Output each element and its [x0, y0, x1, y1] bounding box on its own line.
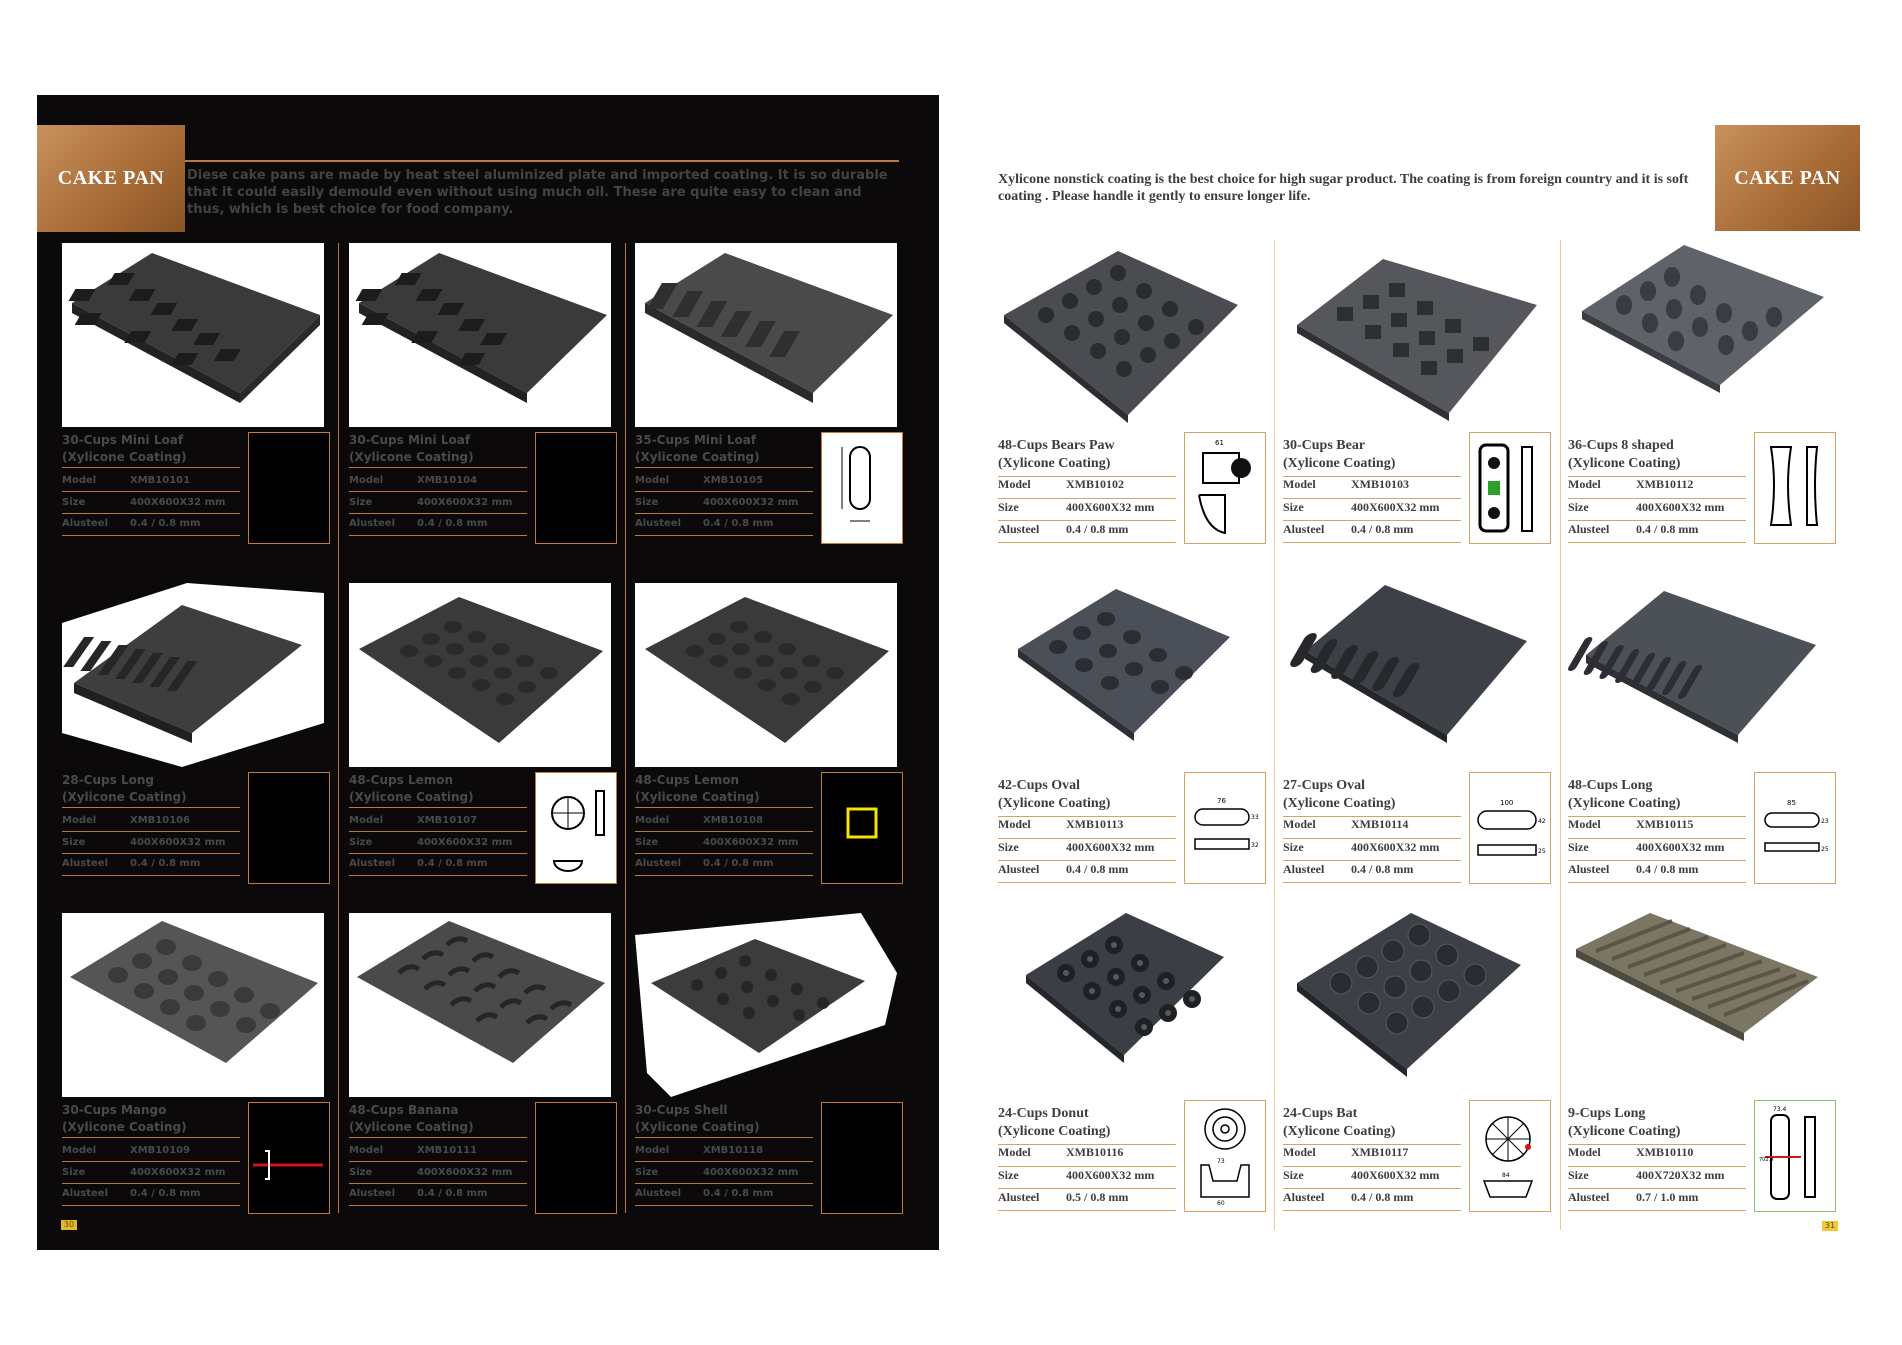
svg-text:76: 76 [1217, 797, 1226, 805]
spec-model: Model XMB10110 [1568, 1145, 1694, 1159]
dimension-drawing [1754, 772, 1836, 884]
product-card [349, 913, 627, 1226]
dimension-drawing [821, 1102, 903, 1214]
product-photo [1568, 585, 1833, 770]
cake-pan-tag [37, 125, 185, 232]
spec-alusteel: Alusteel 0.4 / 0.8 mm [349, 518, 488, 529]
product-title: 30-Cups Shell (Xylicone Coating) [635, 1103, 760, 1134]
spec-size: Size 400X600X32 mm [998, 500, 1155, 514]
spec-model: Model XMB10103 [1283, 477, 1409, 491]
product-card [1283, 245, 1563, 565]
spec-alusteel: Alusteel 0.7 / 1.0 mm [1568, 1190, 1699, 1204]
spec-model: Model XMB10102 [998, 477, 1124, 491]
spec-model: Model XMB10116 [998, 1145, 1124, 1159]
spec-size: Size 400X600X32 mm [1568, 500, 1725, 514]
product-card [62, 913, 340, 1226]
dimension-drawing [821, 432, 903, 544]
spec-alusteel: Alusteel 0.4 / 0.8 mm [635, 858, 774, 869]
product-photo [349, 913, 611, 1097]
product-photo [62, 243, 324, 427]
spec-alusteel: Alusteel 0.4 / 0.8 mm [1283, 862, 1414, 876]
dimension-drawing [248, 772, 330, 884]
product-card [1283, 585, 1563, 905]
spec-size: Size 400X600X32 mm [62, 1167, 226, 1178]
product-title: 30-Cups Mini Loaf (Xylicone Coating) [62, 433, 187, 464]
product-photo [1283, 245, 1548, 430]
product-card [1568, 913, 1848, 1233]
product-photo [62, 583, 324, 767]
dimension-drawing [1184, 432, 1266, 544]
spec-size: Size 400X600X32 mm [635, 497, 799, 508]
spec-size: Size 400X600X32 mm [998, 1168, 1155, 1182]
dimension-drawing [1754, 432, 1836, 544]
product-title: 35-Cups Mini Loaf (Xylicone Coating) [635, 433, 760, 464]
product-card [998, 585, 1278, 905]
header-rule [185, 160, 899, 162]
spec-model: Model XMB10113 [998, 817, 1124, 831]
dimension-drawing [535, 1102, 617, 1214]
svg-text:100: 100 [1500, 799, 1514, 807]
product-title: 48-Cups Bears Paw (Xylicone Coating) [998, 438, 1115, 471]
product-photo [998, 245, 1263, 430]
product-photo [635, 243, 897, 427]
dimension-drawing [1754, 1100, 1836, 1212]
dimension-drawing [1469, 772, 1551, 884]
product-title: 48-Cups Long (Xylicone Coating) [1568, 778, 1681, 811]
spec-alusteel: Alusteel 0.4 / 0.8 mm [998, 522, 1129, 536]
dimension-drawing [821, 772, 903, 884]
spec-alusteel: Alusteel 0.4 / 0.8 mm [349, 858, 488, 869]
product-title: 48-Cups Lemon (Xylicone Coating) [635, 773, 760, 804]
product-card [62, 583, 340, 896]
product-title: 42-Cups Oval (Xylicone Coating) [998, 778, 1111, 811]
dimension-drawing [535, 772, 617, 884]
spec-size: Size 400X600X32 mm [635, 1167, 799, 1178]
dimension-drawing [1184, 1100, 1266, 1212]
product-card [998, 245, 1278, 565]
product-photo [1568, 913, 1833, 1098]
spec-alusteel: Alusteel 0.4 / 0.8 mm [1283, 1190, 1414, 1204]
spec-alusteel: Alusteel 0.4 / 0.8 mm [62, 1188, 201, 1199]
dimension-drawing [248, 432, 330, 544]
product-card [62, 243, 340, 556]
spec-alusteel: Alusteel 0.4 / 0.8 mm [1283, 522, 1414, 536]
spec-model: Model XMB10114 [1283, 817, 1409, 831]
dimension-drawing [1469, 432, 1551, 544]
product-photo [349, 243, 611, 427]
spec-model: Model XMB10105 [635, 475, 764, 486]
spec-alusteel: Alusteel 0.4 / 0.8 mm [1568, 522, 1699, 536]
spec-size: Size 400X600X32 mm [635, 837, 799, 848]
spec-size: Size 400X600X32 mm [998, 840, 1155, 854]
svg-text:32: 32 [1251, 842, 1259, 849]
dimension-drawing [248, 1102, 330, 1214]
cake-pan-tag-label: CAKE PAN [1734, 166, 1841, 189]
spec-model: Model XMB10118 [635, 1145, 764, 1156]
spec-alusteel: Alusteel 0.4 / 0.8 mm [635, 1188, 774, 1199]
spec-size: Size 400X600X32 mm [1568, 840, 1725, 854]
page-number: 31 [1822, 1221, 1838, 1231]
svg-text:73: 73 [1217, 1158, 1225, 1165]
product-title: 28-Cups Long (Xylicone Coating) [62, 773, 187, 804]
intro-text: Diese cake pans are made by heat steel aluminized plate and imported coating. It is so durable that it could easily demould even without using much oil. These are quite easy to clean and thus, which is best choice for food company. [187, 168, 888, 217]
spec-model: Model XMB10112 [1568, 477, 1694, 491]
product-photo [1283, 585, 1548, 770]
spec-size: Size 400X600X32 mm [1283, 1168, 1440, 1182]
product-card [998, 913, 1278, 1233]
spec-model: Model XMB10101 [62, 475, 191, 486]
svg-text:73.4: 73.4 [1773, 1106, 1787, 1113]
spec-model: Model XMB10109 [62, 1145, 191, 1156]
spec-model: Model XMB10111 [349, 1145, 478, 1156]
svg-text:25: 25 [1821, 846, 1829, 853]
product-card [349, 243, 627, 556]
product-photo [1283, 913, 1548, 1098]
product-card [635, 243, 913, 556]
product-card [1568, 245, 1848, 565]
product-card [349, 583, 627, 896]
svg-text:61: 61 [1215, 439, 1224, 447]
product-photo [998, 913, 1263, 1098]
svg-text:33: 33 [1251, 814, 1259, 821]
product-title: 30-Cups Mango (Xylicone Coating) [62, 1103, 187, 1134]
spec-alusteel: Alusteel 0.4 / 0.8 mm [998, 862, 1129, 876]
svg-text:84: 84 [1502, 1172, 1510, 1179]
product-photo [62, 913, 324, 1097]
product-title: 48-Cups Banana (Xylicone Coating) [349, 1103, 474, 1134]
spec-alusteel: Alusteel 0.4 / 0.8 mm [62, 518, 201, 529]
product-title: 30-Cups Bear (Xylicone Coating) [1283, 438, 1396, 471]
svg-text:85: 85 [1787, 799, 1796, 807]
spec-model: Model XMB10108 [635, 815, 764, 826]
cake-pan-tag-label: CAKE PAN [57, 167, 165, 189]
product-card [635, 583, 913, 896]
spec-size: Size 400X600X32 mm [62, 497, 226, 508]
cake-pan-tag [1715, 125, 1860, 231]
spec-size: Size 400X600X32 mm [62, 837, 226, 848]
spec-model: Model XMB10106 [62, 815, 191, 826]
intro-text: Xylicone nonstick coating is the best choice for high sugar product. The coating is from foreign country and it is soft coating . Please handle it gently to ensure longer life. [998, 172, 1689, 204]
svg-text:23: 23 [1821, 818, 1829, 825]
dimension-drawing [1184, 772, 1266, 884]
spec-alusteel: Alusteel 0.4 / 0.8 mm [635, 518, 774, 529]
product-title: 48-Cups Lemon (Xylicone Coating) [349, 773, 474, 804]
page-number: 30 [61, 1220, 77, 1230]
spec-model: Model XMB10104 [349, 475, 478, 486]
product-title: 9-Cups Long (Xylicone Coating) [1568, 1106, 1681, 1139]
spec-alusteel: Alusteel 0.4 / 0.8 mm [349, 1188, 488, 1199]
product-photo [1568, 245, 1833, 430]
svg-text:702.4: 702.4 [1759, 1157, 1774, 1163]
spec-size: Size 400X600X32 mm [1283, 500, 1440, 514]
product-title: 27-Cups Oval (Xylicone Coating) [1283, 778, 1396, 811]
dimension-drawing [535, 432, 617, 544]
product-photo [635, 583, 897, 767]
spec-model: Model XMB10115 [1568, 817, 1694, 831]
spec-alusteel: Alusteel 0.4 / 0.8 mm [62, 858, 201, 869]
svg-text:42: 42 [1538, 818, 1546, 825]
product-photo [349, 583, 611, 767]
spec-size: Size 400X600X32 mm [349, 497, 513, 508]
dimension-drawing [1469, 1100, 1551, 1212]
product-photo [998, 585, 1263, 770]
spec-alusteel: Alusteel 0.5 / 0.8 mm [998, 1190, 1129, 1204]
spec-size: Size 400X720X32 mm [1568, 1168, 1725, 1182]
product-card [635, 913, 913, 1226]
spec-model: Model XMB10107 [349, 815, 478, 826]
product-card [1568, 585, 1848, 905]
product-photo [635, 913, 897, 1097]
product-title: 24-Cups Bat (Xylicone Coating) [1283, 1106, 1396, 1139]
spec-size: Size 400X600X32 mm [349, 837, 513, 848]
left-catalog-page [37, 95, 939, 1250]
spec-size: Size 400X600X32 mm [1283, 840, 1440, 854]
product-title: 30-Cups Mini Loaf (Xylicone Coating) [349, 433, 474, 464]
product-title: 36-Cups 8 shaped (Xylicone Coating) [1568, 438, 1681, 471]
svg-text:60: 60 [1217, 1200, 1225, 1207]
product-card [1283, 913, 1563, 1233]
spec-size: Size 400X600X32 mm [349, 1167, 513, 1178]
spec-alusteel: Alusteel 0.4 / 0.8 mm [1568, 862, 1699, 876]
product-title: 24-Cups Donut (Xylicone Coating) [998, 1106, 1111, 1139]
svg-text:25: 25 [1538, 848, 1546, 855]
spec-model: Model XMB10117 [1283, 1145, 1409, 1159]
